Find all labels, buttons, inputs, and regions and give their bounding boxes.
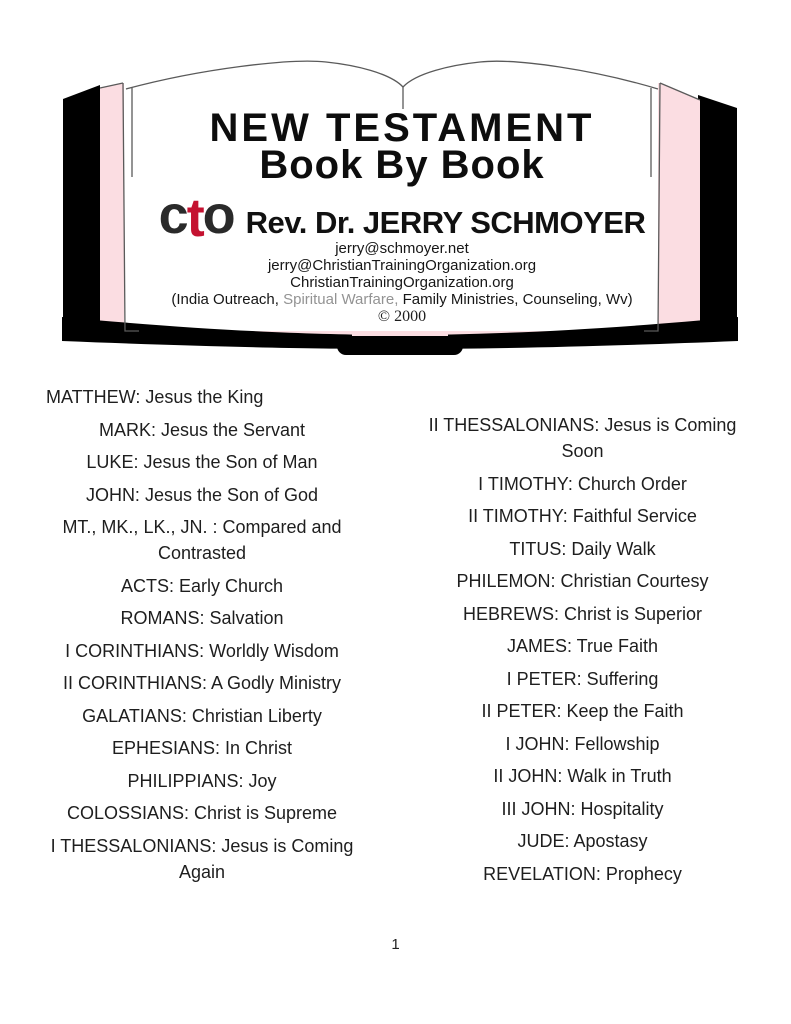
author-row xyxy=(100,185,704,248)
page-number: 1 xyxy=(391,936,400,953)
list-item-titus: TITUS: Daily Walk xyxy=(509,538,656,559)
list-item-1peter: I PETER: Suffering xyxy=(506,668,659,689)
book-list-left-column xyxy=(41,384,363,891)
list-item-revelation: REVELATION: Prophecy xyxy=(483,863,682,884)
book-title-panel xyxy=(100,55,704,326)
list-item-james: JAMES: True Faith xyxy=(506,636,659,656)
list-item-gospels-compared: MT., MK., LK., JN. : Compared and Contrasted xyxy=(62,517,342,563)
cto-logo-letter-o: o xyxy=(202,185,234,245)
list-item-philippians: PHILIPPIANS: Joy xyxy=(127,770,277,791)
cto-logo-letter-c: c xyxy=(158,185,187,245)
book-spine-tab xyxy=(337,336,463,355)
ministries-prefix: (India Outreach, xyxy=(171,291,284,308)
book-header-graphic xyxy=(60,55,740,367)
cto-logo-cross-t: t xyxy=(186,188,203,248)
list-item-hebrews: HEBREWS: Christ is Superior xyxy=(462,603,703,624)
list-item-matthew: MATTHEW: Jesus the King xyxy=(46,387,264,407)
list-item-1corinthians: I CORINTHIANS: Worldly Wisdom xyxy=(65,640,339,661)
list-item-romans: ROMANS: Salvation xyxy=(120,608,284,628)
list-item-3john: III JOHN: Hospitality xyxy=(501,798,664,819)
list-item-mark: MARK: Jesus the Servant xyxy=(98,419,306,440)
list-item-acts: ACTS: Early Church xyxy=(120,575,284,596)
list-item-ephesians: EPHESIANS: In Christ xyxy=(111,738,293,758)
list-item-1john: I JOHN: Fellowship xyxy=(505,733,660,754)
document-title-line2: Book By Book xyxy=(259,143,545,187)
list-item-jude: JUDE: Apostasy xyxy=(517,831,648,851)
ministries-spiritual-warfare: Spiritual Warfare, xyxy=(283,291,399,308)
copyright-notice: © 2000 xyxy=(377,308,427,325)
ministries-line xyxy=(100,291,704,308)
list-item-philemon: PHILEMON: Christian Courtesy xyxy=(456,571,709,591)
cto-logo xyxy=(158,185,234,248)
list-item-2timothy: II TIMOTHY: Faithful Service xyxy=(468,506,697,526)
book-cover-left-edge xyxy=(63,85,100,333)
list-item-galatians: GALATIANS: Christian Liberty xyxy=(82,705,322,726)
list-item-colossians: COLOSSIANS: Christ is Supreme xyxy=(66,803,338,823)
list-item-john: JOHN: Jesus the Son of God xyxy=(85,484,319,505)
list-item-2peter: II PETER: Keep the Faith xyxy=(481,701,684,721)
website-url: ChristianTrainingOrganization.org xyxy=(290,274,514,291)
list-item-2corinthians: II CORINTHIANS: A Godly Ministry xyxy=(62,673,342,693)
ministries-suffix: Family Ministries, Counseling, Wv) xyxy=(398,291,633,308)
list-item-1thessalonians: I THESSALONIANS: Jesus is Coming Again xyxy=(50,835,354,882)
document-title-line1: NEW TESTAMENT xyxy=(209,106,595,150)
list-item-2john: II JOHN: Walk in Truth xyxy=(493,766,672,786)
list-item-2thessalonians: II THESSALONIANS: Jesus is Coming Soon xyxy=(428,415,737,461)
author-name: Rev. Dr. JERRY SCHMOYER xyxy=(245,205,646,240)
book-list-right-column xyxy=(420,412,745,893)
list-item-luke: LUKE: Jesus the Son of Man xyxy=(86,452,318,472)
list-item-1timothy: I TIMOTHY: Church Order xyxy=(478,473,687,494)
email-primary: jerry@schmoyer.net xyxy=(335,240,469,257)
email-secondary: jerry@ChristianTrainingOrganization.org xyxy=(267,257,537,274)
